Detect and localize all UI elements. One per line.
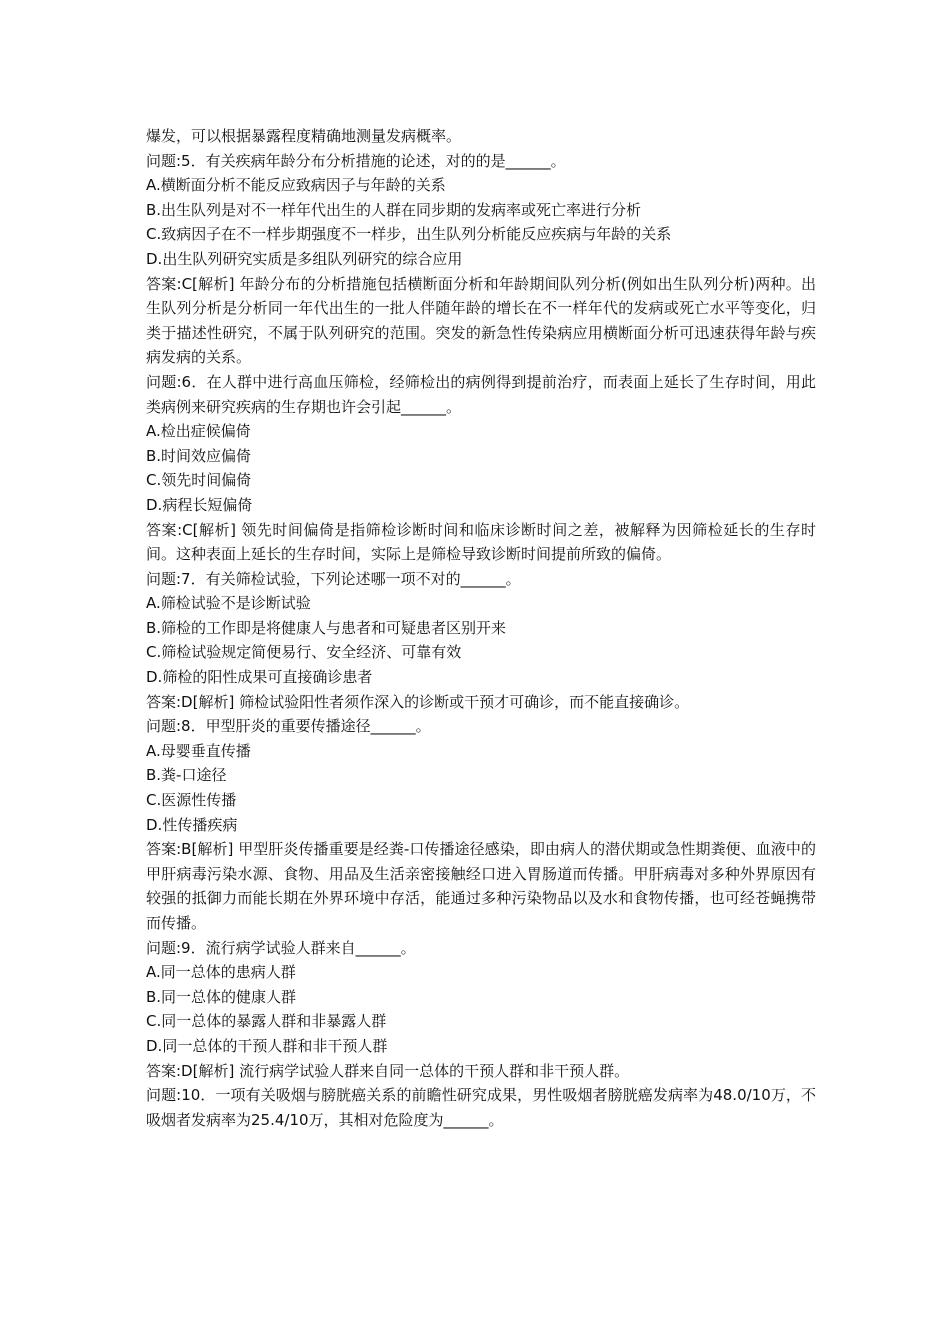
option-b: B.筛检的工作即是将健康人与患者和可疑患者区别开来 <box>146 618 507 637</box>
option-d: D.性传播疾病 <box>146 815 238 834</box>
option-b: B.同一总体的健康人群 <box>146 987 297 1006</box>
option-a: A.同一总体的患病人群 <box>146 963 296 982</box>
answer-text: 答案:D[解析] 流行病学试验人群来自同一总体的干预人群和非干预人群。 <box>146 1061 630 1080</box>
answer-text: 答案:D[解析] 筛检试验阳性者须作深入的诊断或干预才可确诊，而不能直接确诊。 <box>146 692 690 711</box>
option-c: C.医源性传播 <box>146 791 237 810</box>
question-stem: 问题:7．有关筛检试验，下列论述哪一项不对的______。 <box>146 569 521 588</box>
question-block <box>146 567 816 715</box>
option-d: D.出生队列研究实质是多组队列研究的综合应用 <box>146 249 463 268</box>
option-c: C.致病因子在不一样步期强度不一样步，出生队列分析能反应疾病与年龄的关系 <box>146 225 672 244</box>
question-stem: 问题:9．流行病学试验人群来自______。 <box>146 938 416 957</box>
option-b: B.粪-口途径 <box>146 766 227 785</box>
option-b: B.出生队列是对不一样年代出生的人群在同步期的发病率或死亡率进行分析 <box>146 200 642 219</box>
option-d: D.病程长短偏倚 <box>146 495 253 514</box>
answer-text: 答案:C[解析] 年龄分布的分析措施包括横断面分析和年龄期间队列分析(例如出生队列分析)两种。出生队列分析是分析同一年代出生的一批人伴随年龄的增长在不一样年代的发病或死亡水平等变化，归类于描述性研究，不属于队列研究的范围。突发的新急性传染病应用横断面分析可迅速获得年龄与疾病发病的关系。 <box>146 274 816 367</box>
option-c: C.同一总体的暴露人群和非暴露人群 <box>146 1012 387 1031</box>
question-block <box>146 1083 816 1132</box>
option-a: A.母婴垂直传播 <box>146 741 251 760</box>
document-page <box>146 124 816 1132</box>
question-block <box>146 714 816 935</box>
option-a: A.筛检试验不是诊断试验 <box>146 594 311 613</box>
answer-text: 答案:C[解析] 领先时间偏倚是指筛检诊断时间和临床诊断时间之差，被解释为因筛检延长的生存时间。这种表面上延长的生存时间，实际上是筛检导致诊断时间提前所致的偏倚。 <box>146 520 816 564</box>
option-b: B.时间效应偏倚 <box>146 446 252 465</box>
question-block <box>146 149 816 370</box>
question-block <box>146 370 816 567</box>
question-stem: 问题:6．在人群中进行高血压筛检，经筛检出的病例得到提前治疗，而表面上延长了生存时间，用此类病例来研究疾病的生存期也许会引起______。 <box>146 372 816 416</box>
question-stem: 问题:5．有关疾病年龄分布分析措施的论述，对的的是______。 <box>146 151 566 170</box>
question-block <box>146 936 816 1084</box>
option-d: D.筛检的阳性成果可直接确诊患者 <box>146 668 373 687</box>
option-a: A.检出症候偏倚 <box>146 422 251 441</box>
answer-text: 答案:B[解析] 甲型肝炎传播重要是经粪-口传播途径感染，即由病人的潜伏期或急性期粪便、血液中的甲肝病毒污染水源、食物、用品及生活亲密接触经口进入胃肠道而传播。甲肝病毒对多种外界原因有较强的抵御力而能长期在外界环境中存活，能通过多种污染物品以及水和食物传播，也可经苍蝇携带而传播。 <box>146 840 816 932</box>
option-d: D.同一总体的干预人群和非干预人群 <box>146 1036 388 1055</box>
question-stem: 问题:10．一项有关吸烟与膀胱癌关系的前瞻性研究成果，男性吸烟者膀胱癌发病率为48.0/10万，不吸烟者发病率为25.4/10万，其相对危险度为______。 <box>146 1086 816 1129</box>
continuation-text: 爆发，可以根据暴露程度精确地测量发病概率。 <box>146 127 462 145</box>
option-a: A.横断面分析不能反应致病因子与年龄的关系 <box>146 176 446 195</box>
option-c: C.筛检试验规定简便易行、安全经济、可靠有效 <box>146 643 462 662</box>
question-stem: 问题:8．甲型肝炎的重要传播途径______。 <box>146 717 431 736</box>
option-c: C.领先时间偏倚 <box>146 471 252 490</box>
